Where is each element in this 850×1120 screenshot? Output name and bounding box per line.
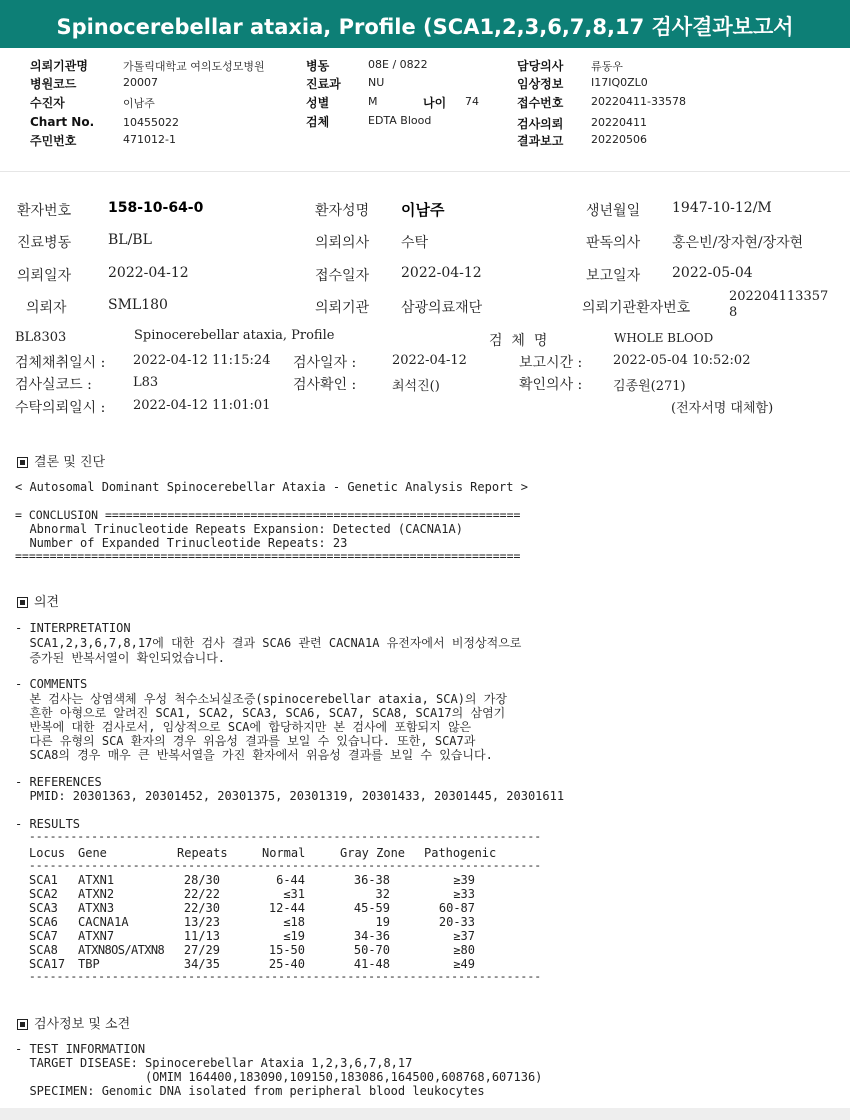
header-value: 20220411 <box>591 116 647 129</box>
cell-pathogenic: 60-87 <box>438 901 475 915</box>
patient-value: 1947-10-12/M <box>672 200 772 216</box>
comments-line: 반복에 대한 검사로서, 임상적으로 SCA에 합당하지만 본 검사에 포함되지 않은 <box>15 720 472 734</box>
cell-pathogenic: 20-33 <box>438 915 475 929</box>
patient-value: 삼광의료재단 <box>401 300 483 316</box>
results-head: - RESULTS <box>15 817 81 831</box>
comments-line: SCA8의 경우 매우 큰 반복서열을 가진 환자에서 위음성 결과를 보일 수 있습니다. <box>15 748 493 762</box>
test-label: 검사실코드 : <box>15 377 92 393</box>
esign-note: (전자서명 대체함) <box>671 401 774 416</box>
cell-repeats: 13/23 <box>183 915 220 929</box>
conclusion-head: = CONCLUSION ============================================================ <box>15 508 521 522</box>
cell-locus: SCA8 <box>29 943 58 957</box>
header-label: 나이 <box>423 96 447 110</box>
section-title: 의견 <box>34 595 60 610</box>
cell-gene: ATXN1 <box>78 873 115 887</box>
cell-normal: ≤18 <box>283 915 305 929</box>
interpretation-head: - INTERPRETATION <box>15 621 131 635</box>
patient-value: 2022-05-04 <box>672 265 753 281</box>
patient-label: 의뢰자 <box>26 300 67 316</box>
header-value: 10455022 <box>123 116 179 129</box>
comments-head: - COMMENTS <box>15 677 88 691</box>
cell-grayzone: 32 <box>375 887 390 901</box>
comments-line: 본 검사는 상염색체 우성 척수소뇌실조증(spinocerebellar ataxia, SCA)의 가장 <box>15 692 507 706</box>
patient-label: 의뢰의사 <box>315 235 370 251</box>
cell-locus: SCA7 <box>29 929 58 943</box>
patient-label: 판독의사 <box>586 235 641 251</box>
cell-gene: CACNA1A <box>78 915 129 929</box>
patient-label: 진료병동 <box>17 235 72 251</box>
header-label: Chart No. <box>30 115 95 129</box>
conclusion-line: Number of Expanded Trinucleotide Repeats: 23 <box>15 536 348 550</box>
cell-pathogenic: ≥37 <box>453 929 475 943</box>
cell-repeats: 22/22 <box>183 887 220 901</box>
column-header: Repeats <box>177 846 228 860</box>
patient-label: 환자성명 <box>315 203 370 219</box>
cell-locus: SCA17 <box>29 957 66 971</box>
patient-label: 의뢰기관 <box>315 300 370 316</box>
cell-repeats: 22/30 <box>183 901 220 915</box>
header-label: 담당의사 <box>517 59 564 73</box>
test-label: 수탁의뢰일시 : <box>15 400 106 416</box>
cell-grayzone: 34-36 <box>353 929 390 943</box>
header-label: 검체 <box>306 115 330 129</box>
header-label: 검사의뢰 <box>517 117 564 131</box>
patient-label: 의뢰일자 <box>17 268 72 284</box>
test-label: 보고시간 : <box>519 355 583 371</box>
cell-normal: 12-44 <box>268 901 305 915</box>
cell-repeats: 34/35 <box>183 957 220 971</box>
cell-normal: 6-44 <box>276 873 305 887</box>
header-value: 가톨릭대학교 여의도성모병원 <box>123 60 265 73</box>
column-header: Pathogenic <box>424 846 497 860</box>
section-heading-conclusion <box>17 451 105 470</box>
patient-id: 158-10-64-0 <box>108 200 204 216</box>
cell-repeats: 27/29 <box>183 943 220 957</box>
patient-label: 접수일자 <box>315 268 370 284</box>
cell-gene: ATXN3 <box>78 901 115 915</box>
cell-grayzone: 45-59 <box>353 901 390 915</box>
square-bullet-icon <box>17 597 28 608</box>
test-label: 검체채취일시 : <box>15 355 106 371</box>
test-value: 2022-04-12 11:01:01 <box>133 398 271 413</box>
cell-gene: TBP <box>78 957 100 971</box>
specimen-value: WHOLE BLOOD <box>614 331 714 345</box>
test-value: 최석진() <box>392 379 440 394</box>
interpretation-line: SCA1,2,3,6,7,8,17에 대한 검사 결과 SCA6 관련 CACNA1A 유전자에서 비정상적으로 <box>15 636 522 650</box>
header-label: 접수번호 <box>517 96 564 110</box>
header-label: 임상정보 <box>517 77 564 91</box>
test-value: 2022-04-12 <box>392 353 467 368</box>
cell-normal: 25-40 <box>268 957 305 971</box>
references-head: - REFERENCES <box>15 775 102 789</box>
header-value: M <box>368 95 378 108</box>
cell-locus: SCA3 <box>29 901 58 915</box>
test-value: 김종원(271) <box>613 379 686 394</box>
header-value: 471012-1 <box>123 133 176 146</box>
references-line: PMID: 20301363, 20301452, 20301375, 20301319, 20301433, 20301445, 20301611 <box>15 789 565 803</box>
header-value: 이남주 <box>123 97 155 110</box>
cell-pathogenic: ≥49 <box>453 957 475 971</box>
header-value: 20220411-33578 <box>591 95 686 108</box>
patient-value: SML180 <box>108 297 168 313</box>
test-info-line: SPECIMEN: Genomic DNA isolated from peripheral blood leukocytes <box>15 1084 485 1098</box>
header-value: 08E / 0822 <box>368 58 428 71</box>
cell-grayzone: 50-70 <box>353 943 390 957</box>
cell-gene: ATXN7 <box>78 929 115 943</box>
cell-pathogenic: ≥39 <box>453 873 475 887</box>
interpretation-line: 증가된 반복서열이 확인되었습니다. <box>15 651 226 665</box>
report-heading: < Autosomal Dominant Spinocerebellar Ataxia - Genetic Analysis Report > <box>15 480 528 494</box>
patient-value: 202204113357 <box>729 289 829 304</box>
results-rule: -------------------------------------------------------------------------- <box>15 858 542 872</box>
cell-normal: ≤31 <box>283 887 305 901</box>
section-heading-test-info <box>17 1013 130 1032</box>
header-value: I17IQ0ZL0 <box>591 76 648 89</box>
cell-locus: SCA6 <box>29 915 58 929</box>
test-info-line: TARGET DISEASE: Spinocerebellar Ataxia 1,2,3,6,7,8,17 <box>15 1056 413 1070</box>
header-value: 20007 <box>123 76 158 89</box>
cell-grayzone: 36-38 <box>353 873 390 887</box>
patient-value: 수탁 <box>401 235 429 251</box>
header-label: 주민번호 <box>30 134 77 148</box>
header-label: 병원코드 <box>30 77 77 91</box>
cell-normal: ≤19 <box>283 929 305 943</box>
cell-locus: SCA1 <box>29 873 58 887</box>
patient-value: 홍은빈/장자현/장자현 <box>672 235 804 251</box>
specimen-label: 검 체 명 <box>489 333 548 349</box>
cell-repeats: 11/13 <box>183 929 220 943</box>
cell-gene: ATXN8OS/ATXN8 <box>78 943 165 957</box>
report-title: Spinocerebellar ataxia, Profile (SCA1,2,3,6,7,8,17 검사결과보고서 <box>56 15 794 39</box>
header-value: 74 <box>465 95 479 108</box>
cell-grayzone: 41-48 <box>353 957 390 971</box>
patient-label: 생년월일 <box>586 203 641 219</box>
section-title: 결론 및 진단 <box>34 455 106 470</box>
section-heading-opinion <box>17 591 59 610</box>
cell-grayzone: 19 <box>375 915 390 929</box>
header-label: 진료과 <box>306 77 341 91</box>
conclusion-line: Abnormal Trinucleotide Repeats Expansion: Detected (CACNA1A) <box>15 522 463 536</box>
patient-value: 2022-04-12 <box>108 265 189 281</box>
cell-normal: 15-50 <box>268 943 305 957</box>
column-header: Normal <box>262 846 306 860</box>
header-label: 성별 <box>306 96 330 110</box>
comments-line: 다른 유형의 SCA 환자의 경우 위음성 결과를 보일 수 있습니다. 또한, SCA7과 <box>15 734 476 748</box>
header-value: 류동우 <box>591 60 623 73</box>
bottom-strip <box>0 1108 850 1120</box>
test-label: 확인의사 : <box>519 377 583 393</box>
header-label: 의뢰기관명 <box>30 59 88 73</box>
cell-gene: ATXN2 <box>78 887 115 901</box>
patient-value: 8 <box>729 305 738 320</box>
patient-value: BL/BL <box>108 232 152 248</box>
results-rule: -------------------------------------------------------------------------- <box>15 969 542 983</box>
square-bullet-icon <box>17 1019 28 1030</box>
header-label: 병동 <box>306 59 330 73</box>
section-title: 검사정보 및 소견 <box>34 1017 131 1032</box>
test-label: 검사일자 : <box>293 355 357 371</box>
comments-line: 흔한 아형으로 알려진 SCA1, SCA2, SCA3, SCA6, SCA7, SCA8, SCA17의 삼염기 <box>15 706 506 720</box>
test-label: 검사확인 : <box>293 377 357 393</box>
column-header: Locus <box>29 846 66 860</box>
header-value: NU <box>368 76 385 89</box>
patient-value: 2022-04-12 <box>401 265 482 281</box>
test-value: 2022-05-04 10:52:02 <box>613 353 751 368</box>
divider <box>0 171 850 172</box>
patient-label: 의뢰기관환자번호 <box>582 300 691 316</box>
header-value: 20220506 <box>591 133 647 146</box>
cell-locus: SCA2 <box>29 887 58 901</box>
patient-label: 보고일자 <box>586 268 641 284</box>
test-info-line: (OMIM 164400,183090,109150,183086,164500,608768,607136) <box>15 1070 543 1084</box>
square-bullet-icon <box>17 457 28 468</box>
test-name: Spinocerebellar ataxia, Profile <box>134 328 335 343</box>
header-label: 수진자 <box>30 96 65 110</box>
header-value: EDTA Blood <box>368 114 432 127</box>
column-header: Gene <box>78 846 107 860</box>
conclusion-end: ========================================================================= <box>15 549 521 563</box>
test-info-head: - TEST INFORMATION <box>15 1042 146 1056</box>
cell-pathogenic: ≥33 <box>453 887 475 901</box>
cell-pathogenic: ≥80 <box>453 943 475 957</box>
cell-repeats: 28/30 <box>183 873 220 887</box>
test-value: 2022-04-12 11:15:24 <box>133 353 271 368</box>
results-rule: -------------------------------------------------------------------------- <box>15 829 542 843</box>
patient-label: 환자번호 <box>17 203 72 219</box>
header-label: 결과보고 <box>517 134 564 148</box>
column-header: Gray Zone <box>340 846 406 860</box>
test-value: L83 <box>133 375 159 390</box>
test-code: BL8303 <box>15 330 67 345</box>
patient-name: 이남주 <box>401 201 445 219</box>
